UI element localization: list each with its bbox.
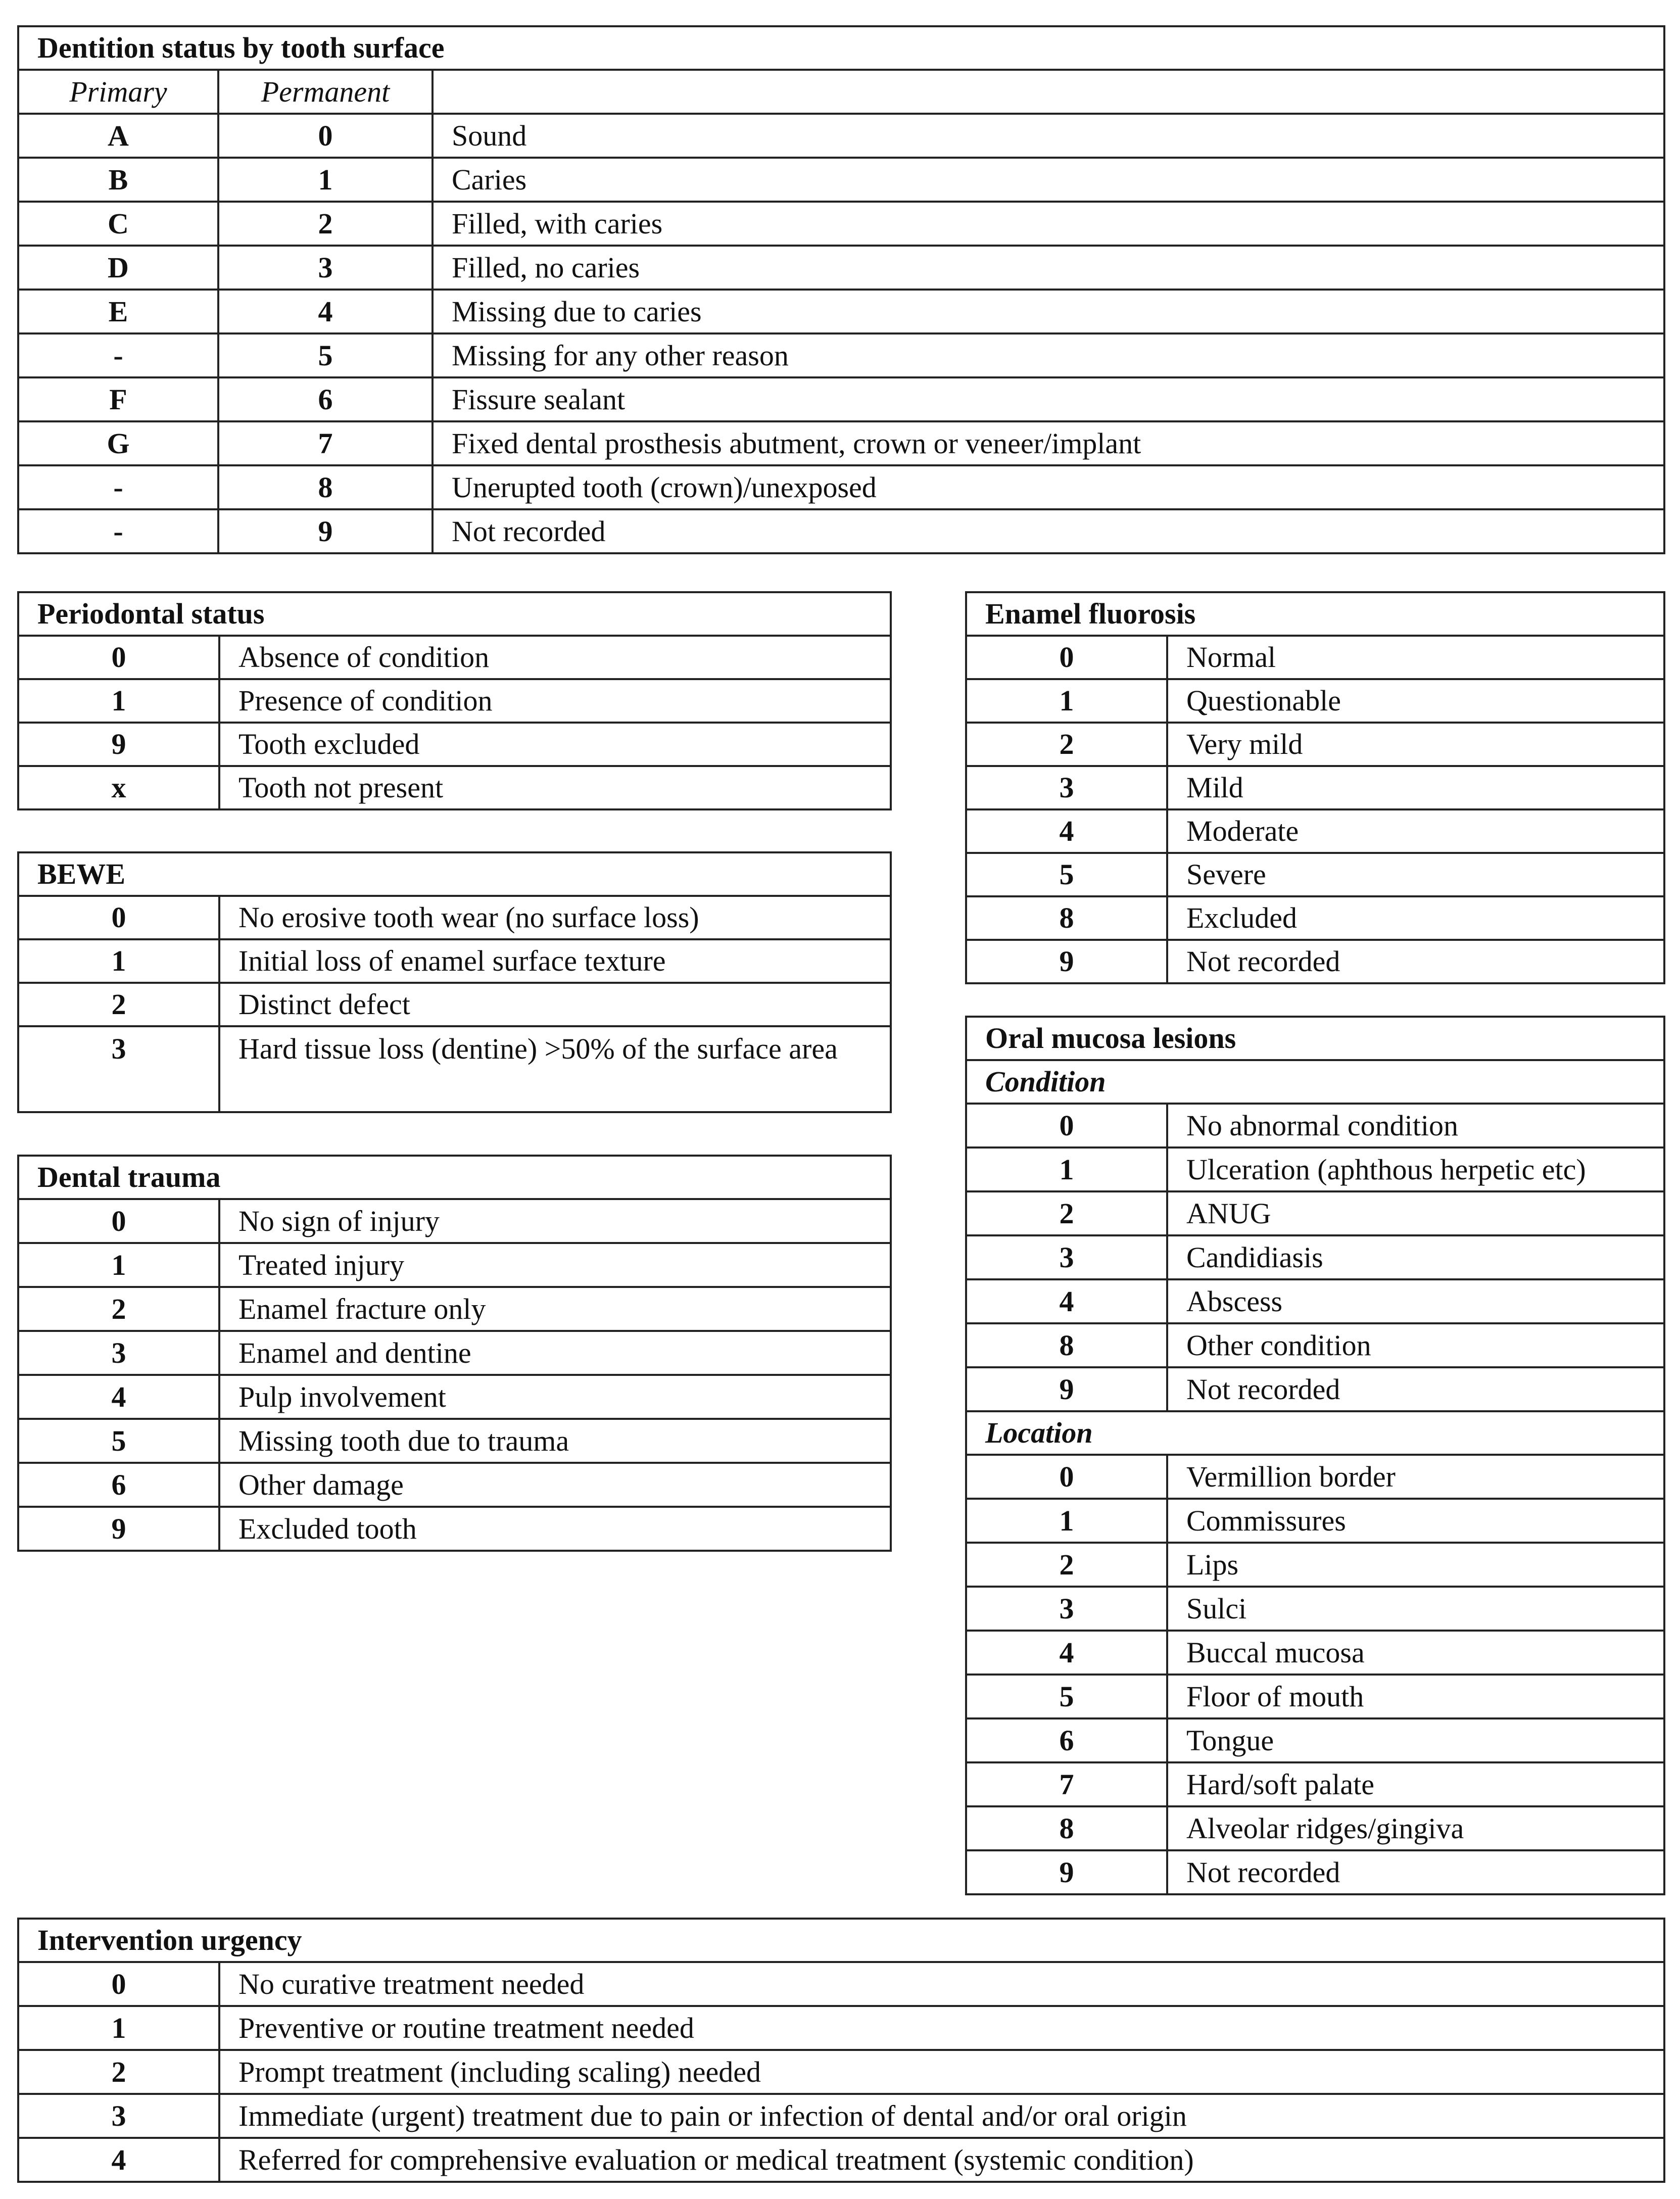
code-label: Commissures <box>1167 1499 1664 1543</box>
code-value: 4 <box>966 1279 1167 1323</box>
table-title: Periodontal status <box>18 592 891 636</box>
code-label: Filled, with caries <box>433 202 1664 246</box>
location-subheader: Location <box>966 1411 1664 1455</box>
code-label: Tooth excluded <box>219 723 891 766</box>
code-label: Moderate <box>1167 809 1664 853</box>
code-value: 4 <box>966 1631 1167 1675</box>
column-header-permanent: Permanent <box>218 70 433 114</box>
primary-code: F <box>18 377 218 421</box>
code-value: 0 <box>18 1199 219 1243</box>
code-label: Preventive or routine treatment needed <box>219 2006 1664 2050</box>
table-title: BEWE <box>18 852 891 896</box>
code-value: 0 <box>966 1104 1167 1148</box>
dental-trauma-table <box>17 1155 892 1552</box>
code-label: Initial loss of enamel surface texture <box>219 939 891 983</box>
code-value: 1 <box>18 939 219 983</box>
bewe-table <box>17 851 892 1113</box>
code-value: 9 <box>18 1507 219 1551</box>
periodontal-status-table <box>17 591 892 810</box>
code-value: 1 <box>18 1243 219 1287</box>
code-value: 0 <box>18 896 219 939</box>
code-value: 0 <box>18 1962 219 2006</box>
primary-code: D <box>18 246 218 290</box>
code-value: 9 <box>966 1850 1167 1894</box>
code-label: Floor of mouth <box>1167 1675 1664 1718</box>
code-label: No abnormal condition <box>1167 1104 1664 1148</box>
code-label: Questionable <box>1167 679 1664 723</box>
primary-code: - <box>18 465 218 509</box>
code-label: Alveolar ridges/gingiva <box>1167 1806 1664 1850</box>
code-value: 2 <box>966 1191 1167 1235</box>
code-value: 2 <box>18 1287 219 1331</box>
code-label: Caries <box>433 158 1664 202</box>
code-label: Other condition <box>1167 1323 1664 1367</box>
column-header-primary: Primary <box>18 70 218 114</box>
code-label: Excluded tooth <box>219 1507 891 1551</box>
code-value: 9 <box>966 940 1167 983</box>
code-value: 5 <box>966 853 1167 896</box>
code-value: 3 <box>966 1235 1167 1279</box>
code-value: 3 <box>18 1331 219 1375</box>
code-label: ANUG <box>1167 1191 1664 1235</box>
intervention-urgency-table <box>17 1918 1665 2183</box>
primary-code: G <box>18 421 218 465</box>
permanent-code: 3 <box>218 246 433 290</box>
code-label: Absence of condition <box>219 636 891 679</box>
primary-code: C <box>18 202 218 246</box>
code-value: 3 <box>966 1587 1167 1631</box>
code-label: Sulci <box>1167 1587 1664 1631</box>
code-label: Missing for any other reason <box>433 333 1664 377</box>
code-label: Prompt treatment (including scaling) needed <box>219 2050 1664 2094</box>
permanent-code: 4 <box>218 290 433 333</box>
primary-code: - <box>18 509 218 553</box>
permanent-code: 8 <box>218 465 433 509</box>
code-label: Distinct defect <box>219 983 891 1026</box>
code-value: 2 <box>18 2050 219 2094</box>
code-label: Hard/soft palate <box>1167 1762 1664 1806</box>
permanent-code: 2 <box>218 202 433 246</box>
table-title: Enamel fluorosis <box>966 592 1664 636</box>
code-value: 1 <box>966 1499 1167 1543</box>
code-label: Presence of condition <box>219 679 891 723</box>
code-value: x <box>18 766 219 809</box>
permanent-code: 1 <box>218 158 433 202</box>
code-label: Severe <box>1167 853 1664 896</box>
code-value: 4 <box>966 809 1167 853</box>
code-value: 8 <box>966 1806 1167 1850</box>
code-value: 5 <box>966 1675 1167 1718</box>
code-label: No erosive tooth wear (no surface loss) <box>219 896 891 939</box>
code-label: No sign of injury <box>219 1199 891 1243</box>
code-label: Treated injury <box>219 1243 891 1287</box>
code-label: Fixed dental prosthesis abutment, crown or veneer/implant <box>433 421 1664 465</box>
code-label: Not recorded <box>1167 1850 1664 1894</box>
code-value: 2 <box>966 723 1167 766</box>
primary-code: E <box>18 290 218 333</box>
code-label: Pulp involvement <box>219 1375 891 1419</box>
code-label: Hard tissue loss (dentine) >50% of the surface area <box>219 1026 891 1112</box>
code-label: Very mild <box>1167 723 1664 766</box>
enamel-fluorosis-table <box>965 591 1665 984</box>
code-label: Candidiasis <box>1167 1235 1664 1279</box>
primary-code: B <box>18 158 218 202</box>
code-label: Lips <box>1167 1543 1664 1587</box>
code-value: 1 <box>966 1148 1167 1191</box>
code-label: Other damage <box>219 1463 891 1507</box>
code-label: Filled, no caries <box>433 246 1664 290</box>
table-title: Dentition status by tooth surface <box>18 26 1664 70</box>
code-label: Tongue <box>1167 1718 1664 1762</box>
oral-mucosa-lesions-table <box>965 1016 1665 1895</box>
code-value: 5 <box>18 1419 219 1463</box>
code-value: 1 <box>18 679 219 723</box>
code-value: 3 <box>18 1026 219 1112</box>
table-title: Intervention urgency <box>18 1919 1664 1962</box>
code-value: 0 <box>966 636 1167 679</box>
code-value: 2 <box>18 983 219 1026</box>
permanent-code: 9 <box>218 509 433 553</box>
permanent-code: 0 <box>218 114 433 158</box>
code-value: 9 <box>18 723 219 766</box>
code-value: 7 <box>966 1762 1167 1806</box>
code-value: 4 <box>18 1375 219 1419</box>
code-label: Mild <box>1167 766 1664 809</box>
code-value: 8 <box>966 896 1167 940</box>
code-label: Not recorded <box>433 509 1664 553</box>
code-label: Missing tooth due to trauma <box>219 1419 891 1463</box>
code-label: Missing due to caries <box>433 290 1664 333</box>
code-label: Excluded <box>1167 896 1664 940</box>
code-label: Unerupted tooth (crown)/unexposed <box>433 465 1664 509</box>
code-label: Referred for comprehensive evaluation or medical treatment (systemic condition) <box>219 2138 1664 2182</box>
table-title: Oral mucosa lesions <box>966 1017 1664 1060</box>
code-label: Enamel fracture only <box>219 1287 891 1331</box>
permanent-code: 6 <box>218 377 433 421</box>
code-label: Vermillion border <box>1167 1455 1664 1499</box>
code-label: Not recorded <box>1167 1367 1664 1411</box>
code-value: 2 <box>966 1543 1167 1587</box>
code-value: 0 <box>18 636 219 679</box>
permanent-code: 7 <box>218 421 433 465</box>
dentition-status-table <box>17 25 1665 554</box>
code-value: 9 <box>966 1367 1167 1411</box>
primary-code: - <box>18 333 218 377</box>
table-title: Dental trauma <box>18 1156 891 1199</box>
code-value: 8 <box>966 1323 1167 1367</box>
permanent-code: 5 <box>218 333 433 377</box>
code-label: Tooth not present <box>219 766 891 809</box>
code-label: Not recorded <box>1167 940 1664 983</box>
code-label: No curative treatment needed <box>219 1962 1664 2006</box>
code-label: Enamel and dentine <box>219 1331 891 1375</box>
column-header-blank <box>433 70 1664 114</box>
code-value: 1 <box>966 679 1167 723</box>
condition-subheader: Condition <box>966 1060 1664 1104</box>
code-value: 6 <box>18 1463 219 1507</box>
code-value: 4 <box>18 2138 219 2182</box>
code-label: Normal <box>1167 636 1664 679</box>
code-label: Buccal mucosa <box>1167 1631 1664 1675</box>
primary-code: A <box>18 114 218 158</box>
code-label: Abscess <box>1167 1279 1664 1323</box>
code-label: Immediate (urgent) treatment due to pain or infection of dental and/or oral origin <box>219 2094 1664 2138</box>
code-value: 3 <box>966 766 1167 809</box>
code-value: 1 <box>18 2006 219 2050</box>
code-value: 3 <box>18 2094 219 2138</box>
code-label: Fissure sealant <box>433 377 1664 421</box>
code-value: 0 <box>966 1455 1167 1499</box>
code-value: 6 <box>966 1718 1167 1762</box>
code-label: Ulceration (aphthous herpetic etc) <box>1167 1148 1664 1191</box>
code-label: Sound <box>433 114 1664 158</box>
